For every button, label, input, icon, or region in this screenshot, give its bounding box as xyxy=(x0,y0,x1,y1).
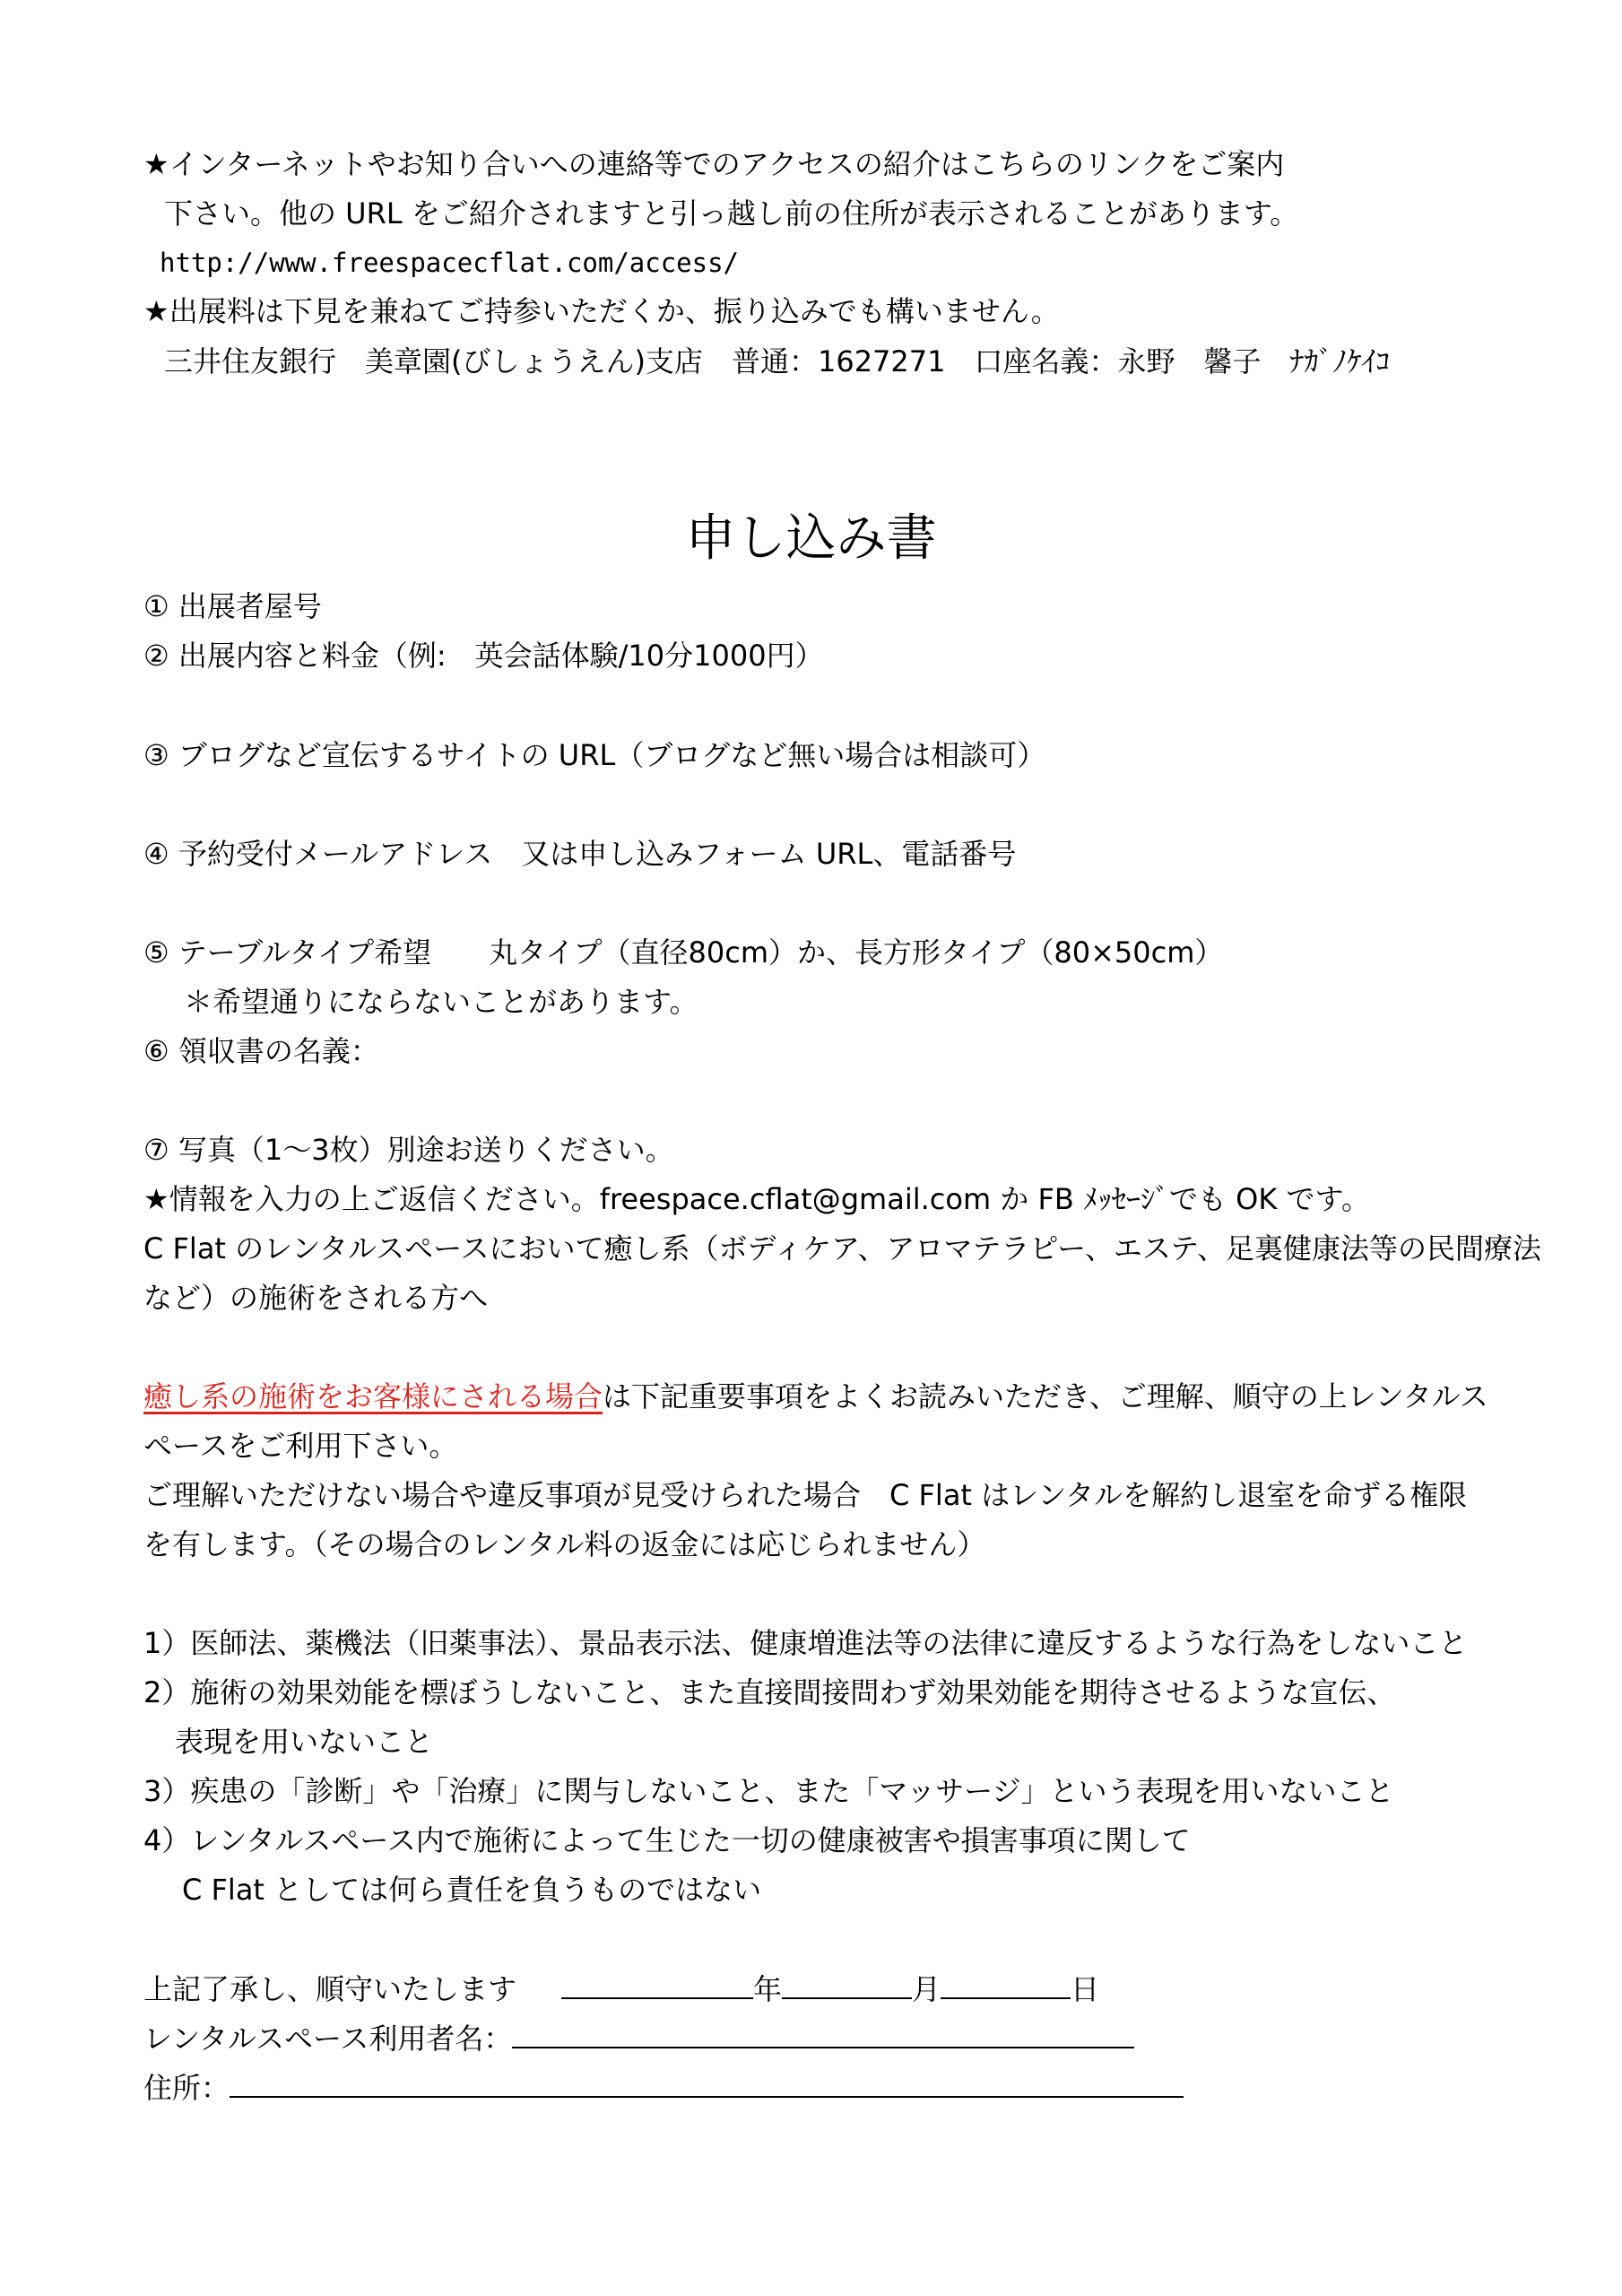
page-title: 申し込み書 xyxy=(685,509,937,568)
item-1: ① 出展者屋号 xyxy=(143,589,322,623)
month-label: 月 xyxy=(912,1972,941,2006)
rule-1: 1）医師法、薬機法（旧薬事法）、景品表示法、健康増進法等の法律に違反するような行為をしないこと xyxy=(143,1626,1468,1660)
day-field[interactable] xyxy=(941,1970,1071,1999)
month-field[interactable] xyxy=(782,1970,912,1999)
user-name-field[interactable] xyxy=(512,2020,1134,2048)
notice-line3: ご理解いただけない場合や違反事項が見受けられた場合 C Flat はレンタルを解約し退室を命ずる権限 xyxy=(143,1478,1468,1512)
address-line xyxy=(143,2069,1184,2106)
item-5: ⑤ テーブルタイプ希望 丸タイプ（直径80cm）か、長方形タイプ（80×50cm） xyxy=(143,935,1224,970)
agreement-line xyxy=(143,1970,1099,2007)
rule-4: 4）レンタルスペース内で施術によって生じた一切の健康被害や損害事項に関して xyxy=(143,1823,1191,1857)
notice-line2: ペースをご利用下さい。 xyxy=(143,1429,458,1463)
agreement-label: 上記了承し、順守いたします xyxy=(143,1972,517,2006)
year-label: 年 xyxy=(753,1972,783,2006)
rule-2-cont: 表現を用いないこと xyxy=(175,1725,434,1759)
year-field[interactable] xyxy=(561,1970,753,1999)
access-note-line1: ★インターネットやお知り合いへの連絡等でのアクセスの紹介はこちらのリンクをご案内 xyxy=(143,147,1285,181)
fee-note: ★出展料は下見を兼ねてご持参いただくか、振り込みでも構いません。 xyxy=(143,294,1060,328)
access-url[interactable]: http://www.freespacecflat.com/access/ xyxy=(160,248,740,278)
address-field[interactable] xyxy=(230,2069,1184,2098)
bank-account-info: 三井住友銀行 美章園(びしょうえん)支店 普通：1627271 口座名義：永野 馨子 ﾅｶﾞﾉｹｲｺ xyxy=(164,344,1391,378)
access-note-line2: 下さい。他の URL をご紹介されますと引っ越し前の住所が表示されることがあります。 xyxy=(164,196,1299,230)
item-6: ⑥ 領収書の名義： xyxy=(143,1034,379,1068)
healing-intro-line2: など）の施術をされる方へ xyxy=(143,1281,489,1315)
item-5-note: ＊希望通りにならないことがあります。 xyxy=(184,985,698,1019)
day-label: 日 xyxy=(1071,1972,1100,2006)
notice-line1 xyxy=(143,1378,1488,1414)
return-info-note: ★情報を入力の上ご返信ください。freespace.cflat@gmail.com か FB ﾒｯｾｰｼﾞでも OK です。 xyxy=(143,1182,1370,1216)
item-4: ④ 予約受付メールアドレス 又は申し込みフォーム URL、電話番号 xyxy=(143,837,1017,871)
item-7: ⑦ 写真（1～3枚）別途お送りください。 xyxy=(143,1133,674,1167)
notice-line4: を有します。（その場合のレンタル料の返金には応じられません） xyxy=(143,1527,986,1561)
rule-2: 2）施術の効果効能を標ぼうしないこと、また直接間接問わず効果効能を期待させるような宣伝、 xyxy=(143,1675,1396,1709)
user-name-line xyxy=(143,2020,1134,2057)
notice-emphasis: 癒し系の施術をお客様にされる場合 xyxy=(143,1379,603,1413)
user-name-label: レンタルスペース利用者名： xyxy=(143,2022,513,2056)
notice-line1-rest: は下記重要事項をよくお読みいただき、ご理解、順守の上レンタルス xyxy=(603,1379,1488,1413)
item-3: ③ ブログなど宣伝するサイトの URL（ブログなど無い場合は相談可） xyxy=(143,738,1046,772)
rule-3: 3）疾患の「診断」や「治療」に関与しないこと、また「マッサージ」という表現を用いないこと xyxy=(143,1774,1394,1808)
rule-4-cont: C Flat としては何ら責任を負うものではない xyxy=(182,1873,762,1907)
item-2: ② 出展内容と料金（例: 英会話体験/10分1000円） xyxy=(143,639,824,673)
address-label: 住所： xyxy=(143,2071,230,2105)
healing-intro-line1: C Flat のレンタルスペースにおいて癒し系（ボディケア、アロマテラピー、エステ、足裏健康法等の民間療法 xyxy=(143,1231,1541,1265)
